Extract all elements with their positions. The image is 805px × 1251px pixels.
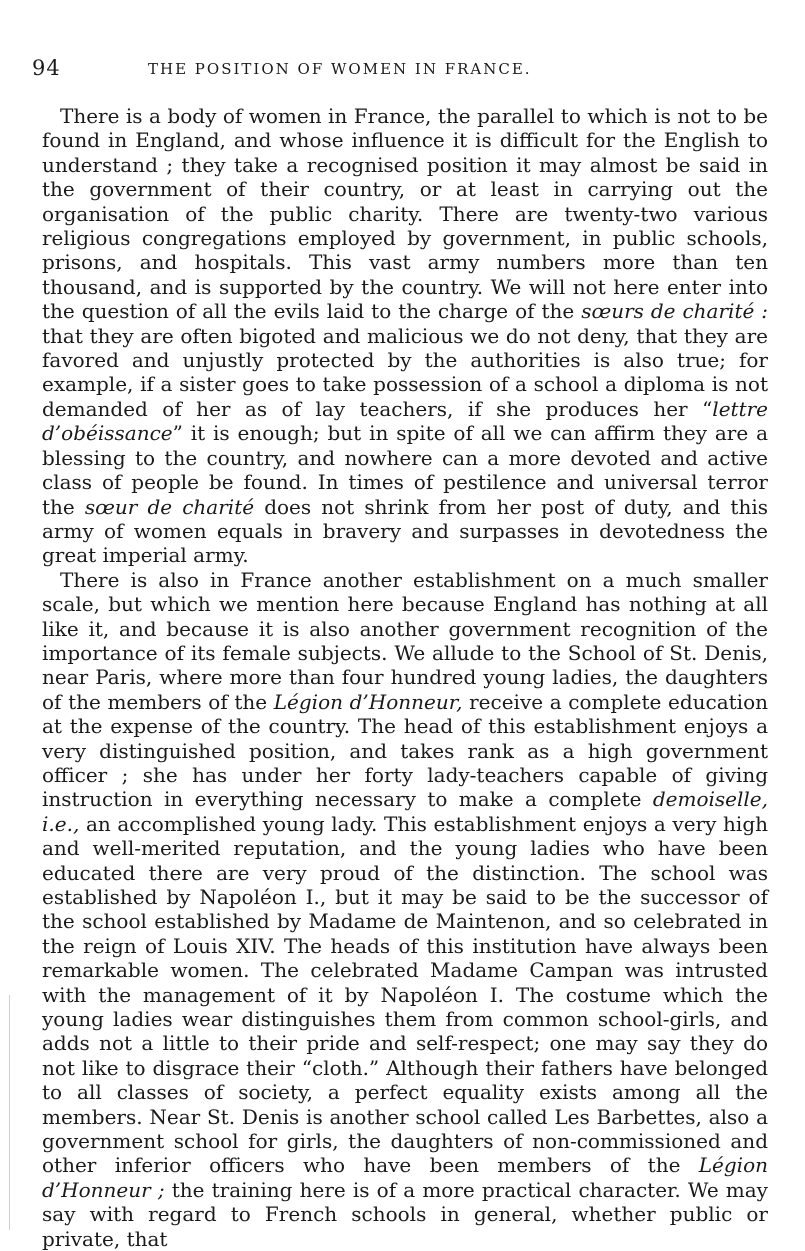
body-text: [28, 104, 768, 1251]
margin-rule: [9, 995, 10, 1230]
text-run: There is also in France another establishment on a much smaller scale, but which we mention here because England has nothing at all like it, and because it is also another government recognition of the importance of its female subjects. We allude to the School of St. Denis, near Paris, where more than four hundred young ladies, the daughters of the members of the: [42, 567, 768, 714]
running-head: THE POSITION OF WOMEN IN FRANCE.: [148, 60, 532, 78]
paragraph: [42, 568, 768, 1251]
italic-run: demoiselle, i.e.,: [42, 787, 768, 836]
italic-run: sœurs de charité :: [581, 299, 769, 324]
page-header: [28, 48, 768, 88]
italic-run: Légion d’Honneur ;: [42, 1153, 768, 1202]
document-page: [28, 48, 769, 1251]
text-run: an accomplished young lady. This establishment enjoys a very high and well-merited reputation, and the young ladies who have been educated there are very proud of the distinction. The school was established by Napoléon I., but it may be said to be the successor of the school established by Madame de Maintenon, and so celebrated in the reign of Louis XIV. The heads of this institution have always been remarkable women. The celebrated Madame Campan was intrusted with the management of it by Napoléon I. The costume which the young ladies wear distinguishes them from common school-girls, and adds not a little to their pride and self-respect; one may say they do not like to disgrace their “cloth.” Although their fathers have belonged to all classes of society, a perfect equality exists among all the members. Near St. Denis is another school called Les Barbettes, also a government school for girls, the daughters of non-commissioned and other inferior officers who have been members of the: [42, 811, 768, 1178]
italic-run: sœur de charité: [84, 494, 255, 519]
text-run: that they are often bigoted and malicious we do not deny, that they are favored and unjustly protected by the authorities is also true; for example, if a sister goes to take possession of a school a diploma is not demanded of her as of lay teachers, if she produces her “: [42, 323, 768, 421]
italic-run: Légion d’Honneur,: [273, 689, 463, 714]
italic-run: lettre d’obéissance: [42, 396, 768, 446]
text-run: does not shrink from her post of duty, and this army of women equals in bravery and surpasses in devotedness the great imperial army.: [42, 494, 768, 568]
text-run: receive a complete education at the expense of the country. The head of this establishment enjoys a very distinguished position, and takes rank as a high government officer ; she has under her forty lady-teachers capable of giving instruction in everything necessary to make a complete: [42, 689, 768, 812]
text-run: ” it is enough; but in spite of all we can affirm they are a blessing to the country, and nowhere can a more devoted and active class of people be found. In times of pestilence and universal terror the: [42, 421, 768, 519]
text-run: the training here is of a more practical character. We may say with regard to French schools in general, whether public or private, that: [42, 1177, 768, 1251]
text-run: There is a body of women in France, the parallel to which is not to be found in England, and whose influence it is difficult for the English to understand ; they take a recognised position it may almost be said in the government of their country, or at least in carrying out the organisation of the public charity. There are twenty-two various religious congregations employed by government, in public schools, prisons, and hospitals. This vast army numbers more than ten thousand, and is supported by the country. We will not here enter into the question of all the evils laid to the charge of the: [42, 104, 768, 324]
paragraph: [42, 104, 768, 568]
page-number: 94: [32, 56, 61, 80]
